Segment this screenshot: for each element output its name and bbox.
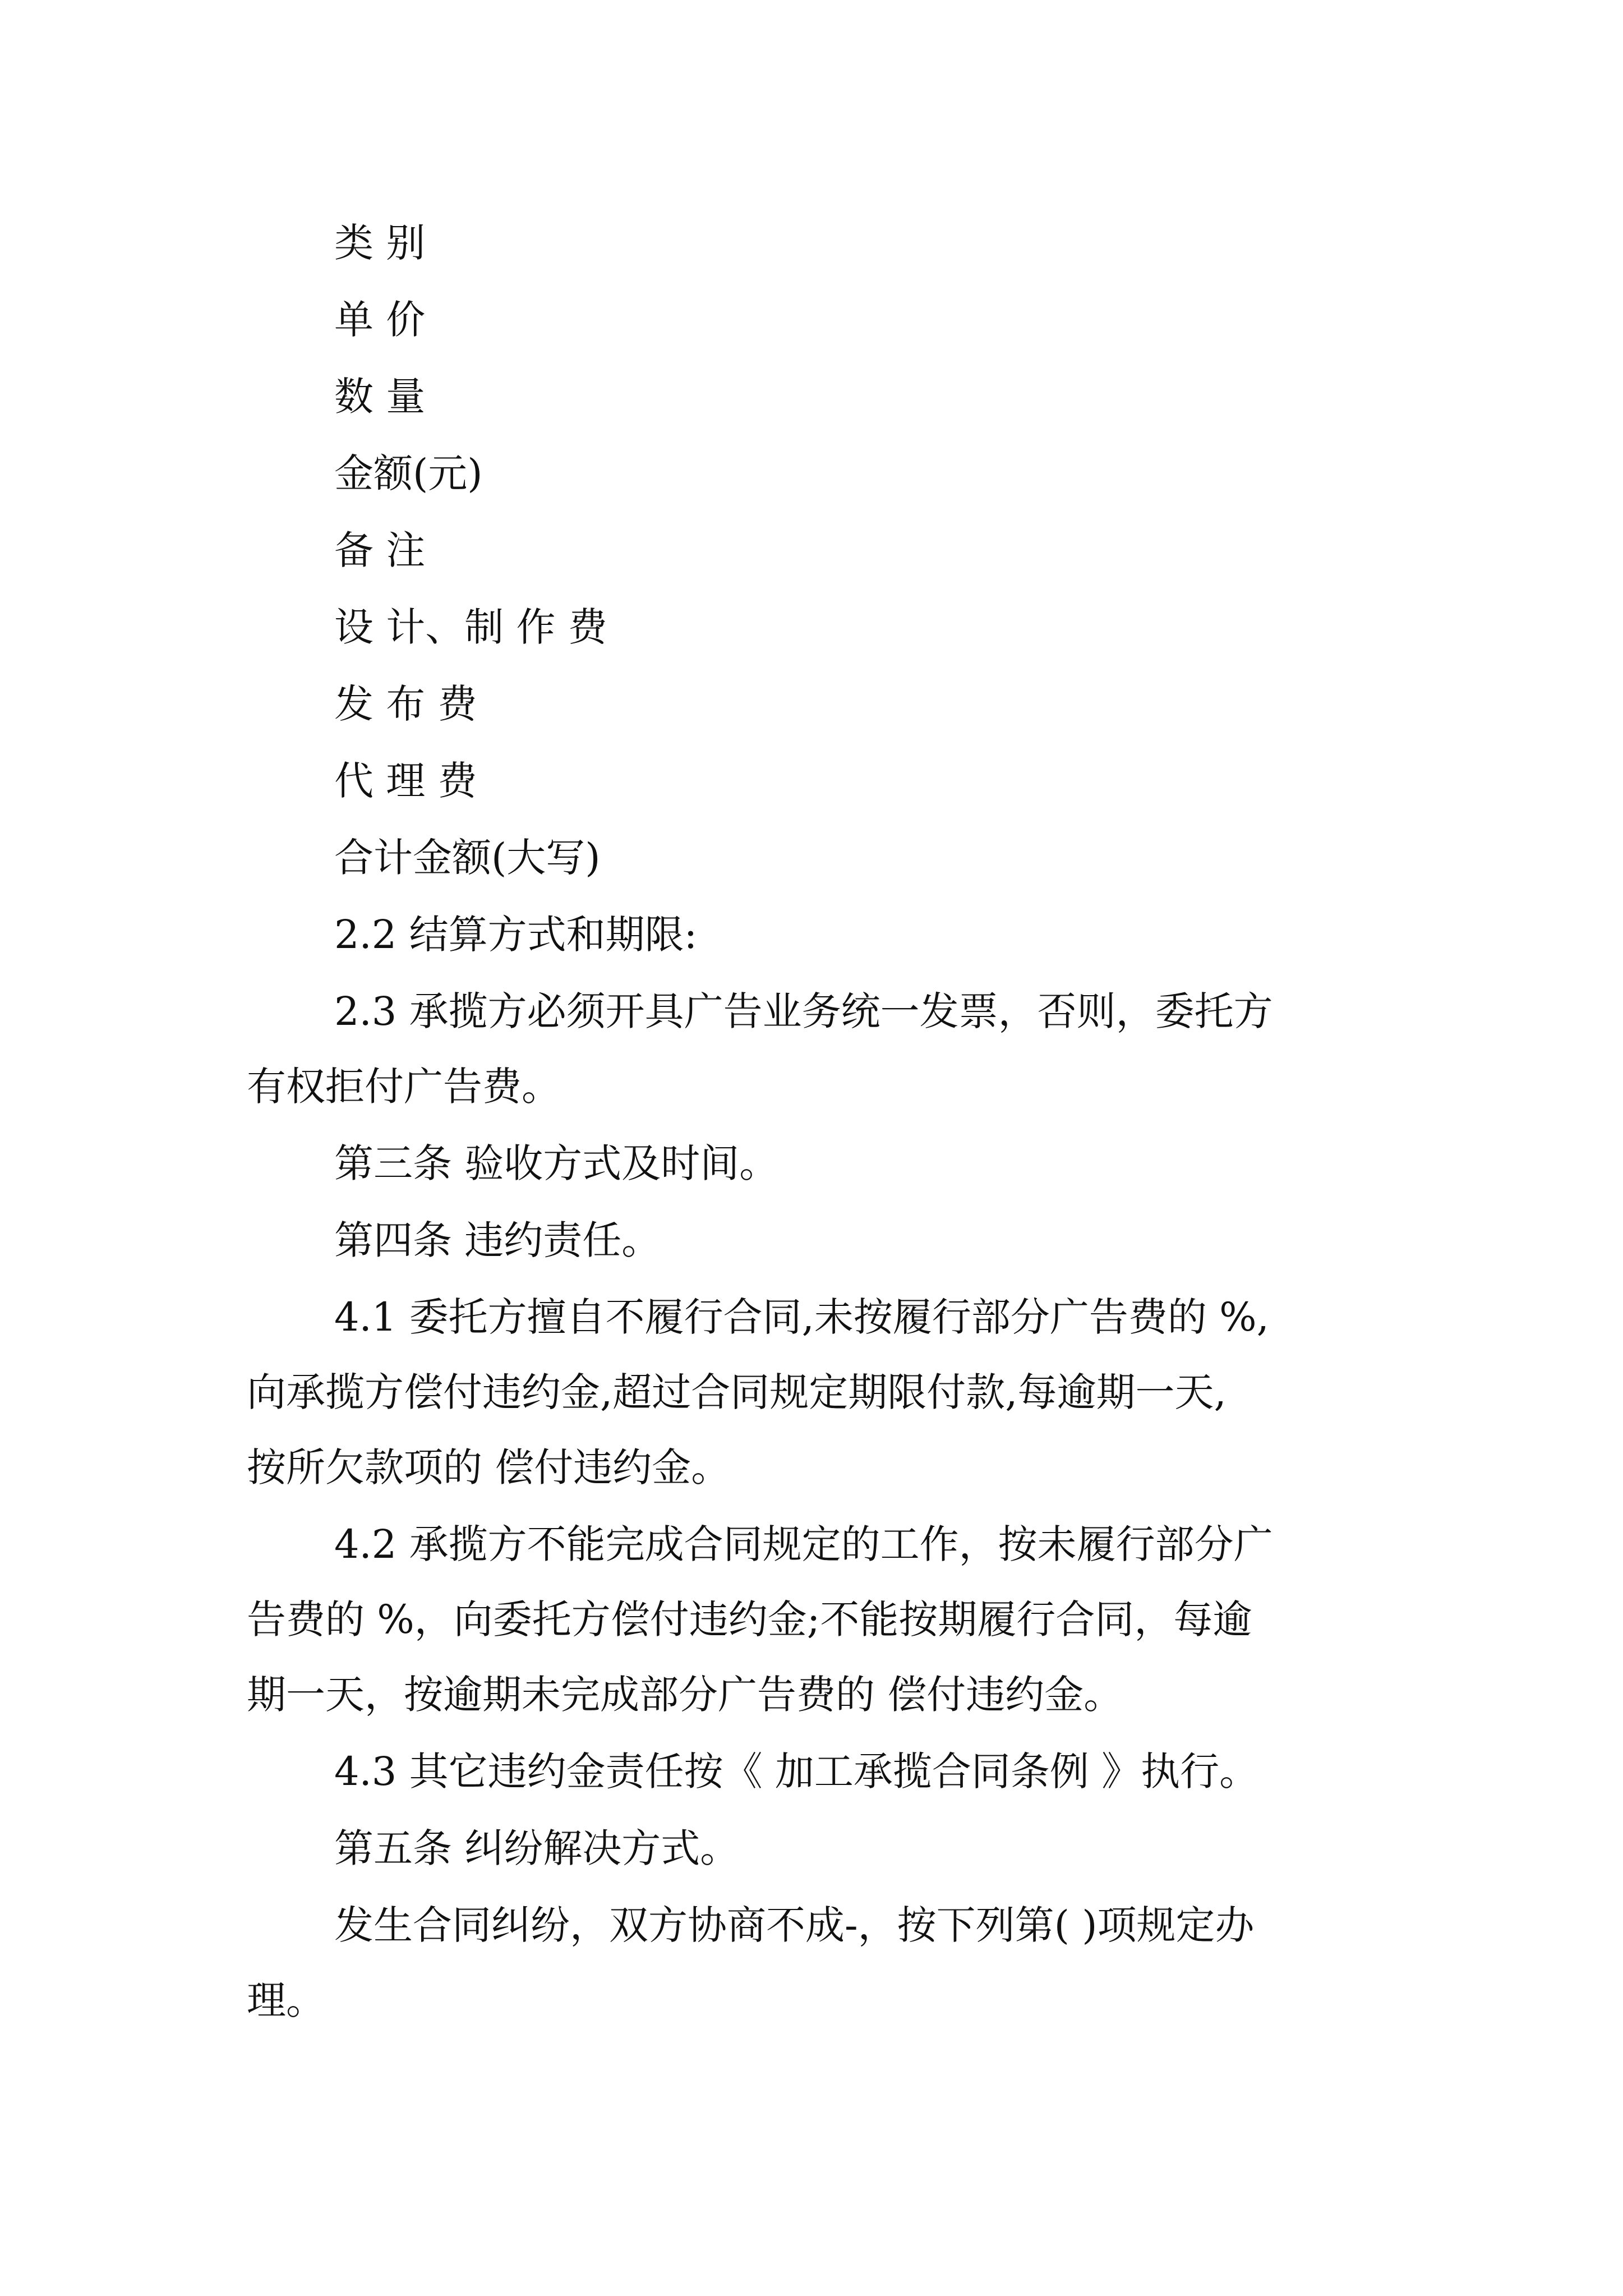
clause-4-2-cont-2: 期一天，按逾期未完成部分广告费的 偿付违约金。 [247, 1672, 1123, 1718]
text-line-invoice-cont: 有权拒付广告费。 [247, 1064, 561, 1110]
text-line-settlement: 2.2 结算方式和期限: [334, 912, 698, 958]
text-line-remarks: 备 注 [334, 527, 426, 573]
article-5-title: 第五条 纠纷解决方式。 [334, 1825, 740, 1871]
text-line-publish-fee: 发 布 费 [334, 681, 477, 727]
text-line-category: 类 别 [334, 220, 426, 266]
text-line-quantity: 数 量 [334, 374, 426, 420]
text-line-total-amount: 合计金额(大写) [334, 835, 601, 881]
text-line-invoice: 2.3 承揽方必须开具广告业务统一发票，否则，委托方 [334, 988, 1273, 1034]
text-line-unit-price: 单 价 [334, 297, 426, 343]
dispute-paragraph-cont: 理。 [247, 1977, 325, 2023]
text-line-design-fee: 设 计、制 作 费 [334, 604, 607, 650]
article-4-title: 第四条 违约责任。 [334, 1217, 661, 1263]
clause-4-3: 4.3 其它违约金责任按《 加工承揽合同条例 》执行。 [334, 1749, 1259, 1795]
clause-4-2: 4.2 承揽方不能完成合同规定的工作，按未履行部分广 [334, 1521, 1273, 1567]
dispute-paragraph: 发生合同纠纷，双方协商不成-，按下列第( )项规定办 [334, 1902, 1255, 1948]
text-line-amount: 金额(元) [334, 450, 483, 496]
text-line-agency-fee: 代 理 费 [334, 758, 477, 804]
clause-4-2-cont-1: 告费的 %，向委托方偿付违约金;不能按期履行合同，每逾 [247, 1596, 1252, 1642]
clause-4-1-cont-2: 按所欠款项的 偿付违约金。 [247, 1444, 731, 1490]
article-3-title: 第三条 验收方式及时间。 [334, 1140, 779, 1186]
clause-4-1-cont-1: 向承揽方偿付违约金,超过合同规定期限付款,每逾期一天, [247, 1369, 1227, 1415]
clause-4-1: 4.1 委托方擅自不履行合同,未按履行部分广告费的 %, [334, 1294, 1269, 1340]
